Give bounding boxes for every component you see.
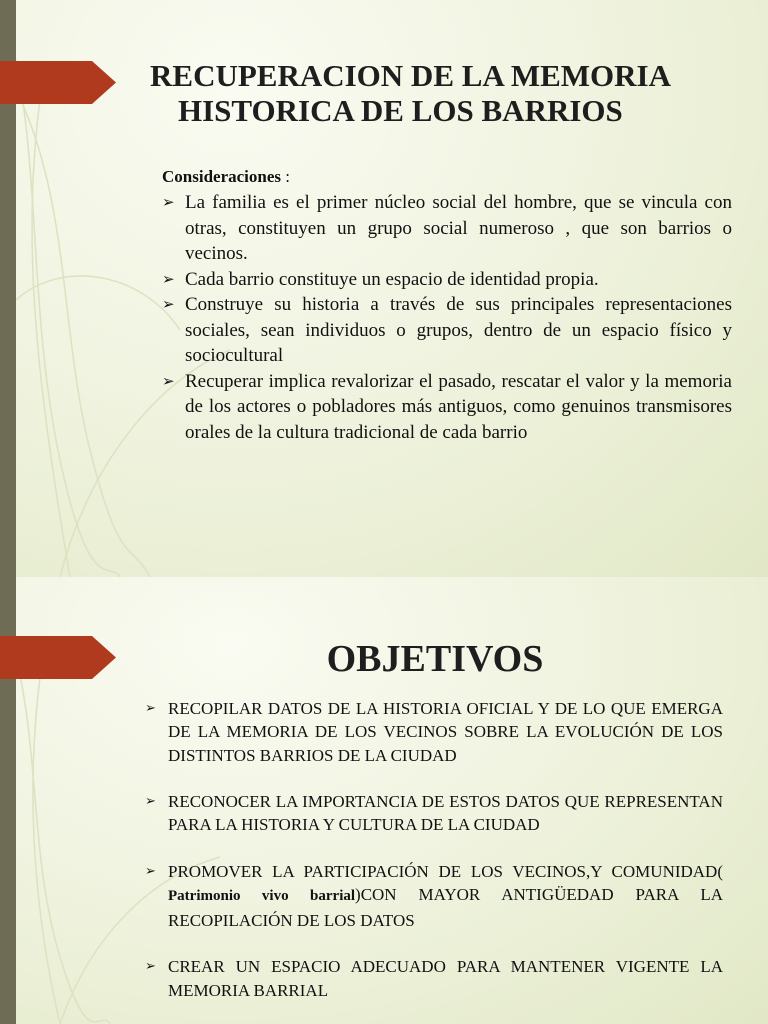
list-item-text: RECOPILAR DATOS DE LA HISTORIA OFICIAL Y DE LO QUE EMERGA DE LA MEMORIA DE LOS VECINOS SOBRE LA EVOLUCIÓN DE LOS DISTINTOS BARRIOS DE LA CIUDAD	[168, 699, 723, 765]
arrow-bullet-icon: ➢	[162, 269, 175, 288]
list-item	[162, 369, 732, 446]
list-item	[162, 267, 732, 293]
arrow-bullet-icon: ➢	[145, 701, 156, 716]
title-line-1: RECUPERACION DE LA MEMORIA	[150, 58, 671, 93]
list-item	[162, 292, 732, 369]
arrow-bullet-icon: ➢	[145, 794, 156, 810]
intro-label	[162, 167, 290, 187]
list-item-text-part: PROMOVER LA PARTICIPACIÓN DE LOS VECINOS,Y COMUNIDAD(	[168, 862, 723, 882]
arrow-bullet-icon: ➢	[145, 864, 156, 880]
list-item	[145, 860, 723, 932]
list-item-emphasis: Patrimonio vivo barrial	[168, 888, 356, 905]
intro-label-suffix: :	[281, 167, 290, 186]
list-item-text-part: )CON MAYOR ANTIGÜEDAD PARA LA RECOPILACIÓN DE LOS DATOS	[168, 885, 723, 930]
arrow-bullet-icon: ➢	[145, 959, 156, 975]
list-item	[145, 697, 723, 767]
list-item-text: RECONOCER LA IMPORTANCIA DE ESTOS DATOS QUE REPRESENTAN PARA LA HISTORIA Y CULTURA DE LA CIUDAD	[168, 792, 723, 835]
slide-2	[0, 577, 768, 1024]
slide-1-title	[150, 58, 740, 128]
list-item	[162, 190, 732, 267]
title-accent-tag	[0, 61, 116, 104]
intro-label-text: Consideraciones	[162, 167, 281, 186]
title-line-2: HISTORICA DE LOS BARRIOS	[178, 93, 623, 128]
arrow-bullet-icon: ➢	[162, 193, 175, 211]
arrow-bullet-icon: ➢	[162, 371, 175, 390]
list-item-text: CREAR UN ESPACIO ADECUADO PARA MANTENER VIGENTE LA MEMORIA BARRIAL	[168, 957, 723, 1000]
list-item-text: Cada barrio constituye un espacio de identidad propia.	[185, 268, 599, 290]
arrow-bullet-icon: ➢	[162, 295, 175, 313]
list-item-text: La familia es el primer núcleo social del hombre, que se vincula con otras, constituyen un grupo social numeroso , que son barrios o vecinos.	[185, 192, 732, 264]
slide-2-title: OBJETIVOS	[326, 638, 544, 680]
list-item	[145, 790, 723, 837]
list-item-text: Recuperar implica revalorizar el pasado, rescatar el valor y la memoria de los actores o pobladores más antiguos, como genuinos transmisores orales de la cultura tradicional de cada barrio	[185, 370, 732, 443]
list-item-text	[168, 862, 723, 930]
considerations-list	[162, 190, 732, 445]
objectives-list	[145, 697, 723, 1024]
list-item-text: Construye su historia a través de sus principales representaciones sociales, sean individuos o grupos, dentro de un espacio físico y sociocultural	[185, 294, 732, 366]
list-item	[145, 955, 723, 1002]
